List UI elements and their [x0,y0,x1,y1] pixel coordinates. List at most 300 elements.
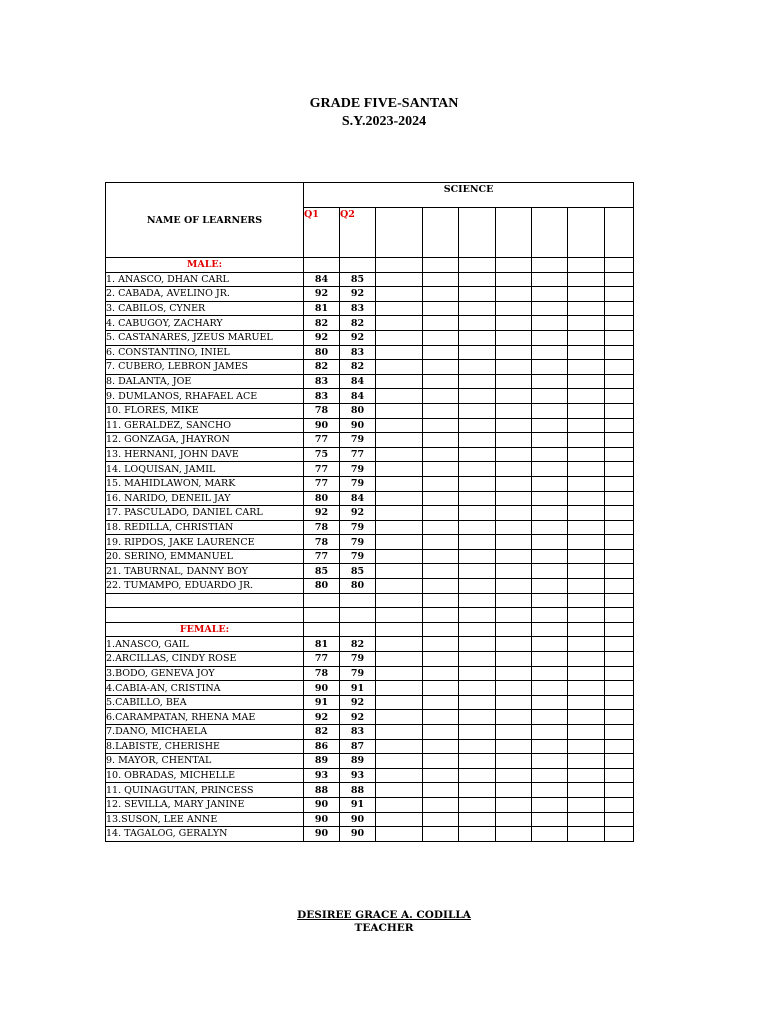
teacher-name [0,909,768,921]
grade-q2: 84 [340,374,376,389]
empty-cell [376,345,423,360]
grade-q1: 80 [304,491,340,506]
empty-cell [459,783,496,798]
empty-cell [459,549,496,564]
empty-cell [532,725,568,740]
empty-cell [532,812,568,827]
empty-cell [304,608,340,623]
empty-cell [605,535,634,550]
empty-cell [423,506,459,521]
table-row [106,827,634,842]
learner-name: 14. LOQUISAN, JAMIL [106,462,304,477]
table-row [106,389,634,404]
empty-cell [423,208,459,258]
empty-cell [568,754,605,769]
empty-cell [568,695,605,710]
empty-cell [568,287,605,302]
table-row [106,812,634,827]
table-row [106,768,634,783]
empty-cell [423,287,459,302]
learner-name: 15. MAHIDLAWON, MARK [106,476,304,491]
empty-cell [605,433,634,448]
empty-cell [423,695,459,710]
empty-cell [376,768,423,783]
empty-cell [496,433,532,448]
learner-name: 10. FLORES, MIKE [106,403,304,418]
empty-cell [376,374,423,389]
empty-cell [459,330,496,345]
learner-name: 9. DUMLANOS, RHAFAEL ACE [106,389,304,404]
empty-cell [496,710,532,725]
blank-row [106,593,634,608]
empty-cell [532,535,568,550]
empty-cell [568,652,605,667]
empty-cell [459,710,496,725]
teacher-role: TEACHER [354,922,414,934]
empty-cell [459,506,496,521]
empty-cell [605,462,634,477]
empty-cell [376,564,423,579]
empty-cell [532,258,568,273]
empty-cell [605,564,634,579]
empty-cell [568,258,605,273]
empty-cell [568,608,605,623]
empty-cell [459,812,496,827]
empty-cell [423,579,459,594]
empty-cell [459,768,496,783]
grade-q1: 92 [304,506,340,521]
empty-cell [568,725,605,740]
grade-q1: 92 [304,710,340,725]
learner-name: 22. TUMAMPO, EDUARDO JR. [106,579,304,594]
empty-cell [568,418,605,433]
empty-cell [605,316,634,331]
empty-cell [423,783,459,798]
empty-cell [423,330,459,345]
empty-cell [376,258,423,273]
empty-cell [423,739,459,754]
empty-cell [459,345,496,360]
empty-cell [376,666,423,681]
empty-cell [340,608,376,623]
grade-q2: 85 [340,272,376,287]
empty-cell [423,681,459,696]
learner-name: 16. NARIDO, DENEIL JAY [106,491,304,506]
table-row [106,520,634,535]
grade-q2: 84 [340,389,376,404]
grade-q1: 90 [304,418,340,433]
grade-q2: 82 [340,316,376,331]
empty-cell [496,520,532,535]
empty-cell [532,360,568,375]
table-row [106,301,634,316]
empty-cell [496,593,532,608]
learner-name: 14. TAGALOG, GERALYN [106,827,304,842]
empty-cell [376,535,423,550]
empty-cell [605,622,634,637]
grade-q2: 82 [340,360,376,375]
grade-q2: 91 [340,797,376,812]
empty-cell [496,360,532,375]
empty-cell [496,330,532,345]
grade-q2: 83 [340,301,376,316]
empty-cell [568,208,605,258]
empty-cell [304,258,340,273]
empty-cell [376,579,423,594]
empty-cell [459,520,496,535]
empty-cell [605,418,634,433]
empty-cell [423,374,459,389]
empty-cell [496,418,532,433]
learner-name: 3.BODO, GENEVA JOY [106,666,304,681]
male-section-label: MALE: [106,258,304,273]
empty-cell [459,316,496,331]
empty-cell [376,506,423,521]
grade-q2: 89 [340,754,376,769]
table-row [106,447,634,462]
empty-cell [496,374,532,389]
learner-name: 7. CUBERO, LEBRON JAMES [106,360,304,375]
empty-cell [532,403,568,418]
empty-cell [496,491,532,506]
empty-cell [568,345,605,360]
empty-cell [459,593,496,608]
grade-q1: 78 [304,535,340,550]
grade-q2: 90 [340,418,376,433]
empty-cell [605,360,634,375]
empty-cell [568,797,605,812]
grade-q2: 79 [340,549,376,564]
empty-cell [568,360,605,375]
table-row [106,418,634,433]
empty-cell [605,812,634,827]
grade-q2: 79 [340,476,376,491]
empty-cell [496,739,532,754]
empty-cell [459,287,496,302]
table-row [106,579,634,594]
empty-cell [568,681,605,696]
empty-cell [459,622,496,637]
empty-cell [532,754,568,769]
table-row [106,710,634,725]
empty-cell [605,208,634,258]
empty-cell [423,258,459,273]
empty-cell [532,739,568,754]
empty-cell [423,827,459,842]
empty-cell [496,827,532,842]
empty-cell [496,608,532,623]
grade-q2: 80 [340,579,376,594]
empty-cell [605,330,634,345]
empty-cell [423,768,459,783]
empty-cell [376,316,423,331]
empty-cell [459,637,496,652]
empty-cell [376,330,423,345]
empty-cell [532,666,568,681]
grade-q2: 92 [340,695,376,710]
teacher-name-text: DESIREE GRACE A. CODILLA [297,909,471,921]
learner-name: 17. PASCULADO, DANIEL CARL [106,506,304,521]
empty-cell [605,681,634,696]
grade-q2: 77 [340,447,376,462]
learner-name: 1.ANASCO, GAIL [106,637,304,652]
grade-q1: 78 [304,666,340,681]
empty-cell [423,564,459,579]
empty-cell [376,652,423,667]
empty-cell [376,593,423,608]
empty-cell [532,549,568,564]
grade-q1: 80 [304,579,340,594]
grade-q2: 93 [340,768,376,783]
empty-cell [376,725,423,740]
learner-name: 3. CABILOS, CYNER [106,301,304,316]
empty-cell [605,666,634,681]
empty-cell [459,360,496,375]
empty-cell [568,739,605,754]
empty-cell [605,374,634,389]
empty-cell [568,768,605,783]
learner-name: 12. SEVILLA, MARY JANINE [106,797,304,812]
empty-cell [605,608,634,623]
empty-cell [376,447,423,462]
learner-name: 5. CASTANARES, JZEUS MARUEL [106,330,304,345]
empty-cell [459,208,496,258]
empty-cell [423,447,459,462]
empty-cell [496,695,532,710]
header-row-subject [106,183,634,208]
learner-name: 10. OBRADAS, MICHELLE [106,768,304,783]
female-section-label: FEMALE: [106,622,304,637]
quarter-header-q2: Q2 [340,208,376,258]
empty-cell [532,695,568,710]
grade-q1: 77 [304,549,340,564]
empty-cell [376,418,423,433]
empty-cell [532,637,568,652]
empty-cell [340,593,376,608]
empty-cell [459,403,496,418]
empty-cell [605,506,634,521]
learner-name: 2. CABADA, AVELINO JR. [106,287,304,302]
empty-cell [376,287,423,302]
empty-cell [423,797,459,812]
empty-cell [340,622,376,637]
table-row [106,330,634,345]
empty-cell [459,666,496,681]
empty-cell [459,579,496,594]
empty-cell [459,462,496,477]
empty-cell [532,462,568,477]
empty-cell [605,710,634,725]
empty-cell [423,418,459,433]
learner-name: 6.CARAMPATAN, RHENA MAE [106,710,304,725]
empty-cell [423,608,459,623]
empty-cell [605,637,634,652]
empty-cell [605,258,634,273]
empty-cell [532,418,568,433]
grade-q1: 86 [304,739,340,754]
empty-cell [496,287,532,302]
empty-cell [496,462,532,477]
learner-name: 7.DANO, MICHAELA [106,725,304,740]
empty-cell [304,593,340,608]
table-row [106,491,634,506]
empty-cell [568,272,605,287]
empty-cell [423,622,459,637]
empty-cell [532,433,568,448]
grade-q2: 91 [340,681,376,696]
empty-cell [423,710,459,725]
grade-q2: 90 [340,827,376,842]
table-row [106,476,634,491]
learner-name: 12. GONZAGA, JHAYRON [106,433,304,448]
empty-cell [496,272,532,287]
grade-q2: 87 [340,739,376,754]
empty-cell [532,652,568,667]
empty-cell [605,272,634,287]
quarter-header-q1: Q1 [304,208,340,258]
empty-cell [605,403,634,418]
grade-q2: 84 [340,491,376,506]
empty-cell [496,208,532,258]
empty-cell [605,827,634,842]
grades-table [105,182,634,842]
learner-name: 13. HERNANI, JOHN DAVE [106,447,304,462]
grade-q1: 89 [304,754,340,769]
grade-q2: 79 [340,666,376,681]
empty-cell [496,797,532,812]
table-row [106,666,634,681]
grade-q2: 79 [340,433,376,448]
empty-cell [568,666,605,681]
learner-name: 18. REDILLA, CHRISTIAN [106,520,304,535]
empty-cell [605,652,634,667]
empty-cell [568,812,605,827]
empty-cell [459,695,496,710]
empty-cell [532,316,568,331]
table-row [106,797,634,812]
empty-cell [459,389,496,404]
empty-cell [568,389,605,404]
grade-q1: 77 [304,462,340,477]
empty-cell [605,695,634,710]
empty-cell [423,637,459,652]
empty-cell [605,768,634,783]
empty-cell [496,301,532,316]
empty-cell [532,681,568,696]
empty-cell [340,258,376,273]
empty-cell [568,462,605,477]
empty-cell [459,491,496,506]
grade-q1: 80 [304,345,340,360]
table-row [106,272,634,287]
empty-cell [376,739,423,754]
empty-cell [496,506,532,521]
grade-q1: 77 [304,652,340,667]
empty-cell [376,797,423,812]
empty-cell [459,258,496,273]
grade-q2: 79 [340,462,376,477]
empty-cell [532,710,568,725]
empty-cell [605,301,634,316]
table-row [106,345,634,360]
empty-cell [423,433,459,448]
empty-cell [568,827,605,842]
empty-cell [568,549,605,564]
grade-q1: 84 [304,272,340,287]
table-row [106,433,634,448]
empty-cell [496,622,532,637]
learner-name: 4.CABIA-AN, CRISTINA [106,681,304,696]
grade-q1: 81 [304,637,340,652]
subject-header: SCIENCE [304,183,634,208]
empty-cell [532,389,568,404]
empty-cell [568,520,605,535]
learner-name: 11. GERALDEZ, SANCHO [106,418,304,433]
empty-cell [459,433,496,448]
empty-cell [496,681,532,696]
empty-cell [459,739,496,754]
empty-cell [459,652,496,667]
empty-cell [423,272,459,287]
empty-cell [568,491,605,506]
empty-cell [423,520,459,535]
school-year: S.Y.2023-2024 [341,114,427,129]
empty-cell [568,447,605,462]
empty-cell [568,506,605,521]
learner-name: 19. RIPDOS, JAKE LAURENCE [106,535,304,550]
empty-cell [568,301,605,316]
empty-cell [568,564,605,579]
empty-cell [496,316,532,331]
empty-cell [376,783,423,798]
learner-name: 8. DALANTA, JOE [106,374,304,389]
empty-cell [568,433,605,448]
grade-q2: 79 [340,652,376,667]
empty-cell [106,593,304,608]
grade-q1: 83 [304,389,340,404]
grade-q1: 93 [304,768,340,783]
empty-cell [568,476,605,491]
grade-q2: 92 [340,710,376,725]
learner-name: 4. CABUGOY, ZACHARY [106,316,304,331]
grade-q1: 88 [304,783,340,798]
empty-cell [423,491,459,506]
empty-cell [459,827,496,842]
grade-q1: 90 [304,812,340,827]
empty-cell [459,447,496,462]
empty-cell [459,272,496,287]
grade-q2: 80 [340,403,376,418]
empty-cell [423,360,459,375]
empty-cell [376,710,423,725]
empty-cell [568,783,605,798]
learner-name: 1. ANASCO, DHAN CARL [106,272,304,287]
empty-cell [459,374,496,389]
empty-cell [496,403,532,418]
empty-cell [532,208,568,258]
empty-cell [423,389,459,404]
empty-cell [532,593,568,608]
grade-q1: 92 [304,287,340,302]
grade-q1: 91 [304,695,340,710]
empty-cell [532,506,568,521]
grade-q2: 92 [340,287,376,302]
empty-cell [376,433,423,448]
empty-cell [605,739,634,754]
empty-cell [459,754,496,769]
empty-cell [423,549,459,564]
grade-q1: 82 [304,725,340,740]
